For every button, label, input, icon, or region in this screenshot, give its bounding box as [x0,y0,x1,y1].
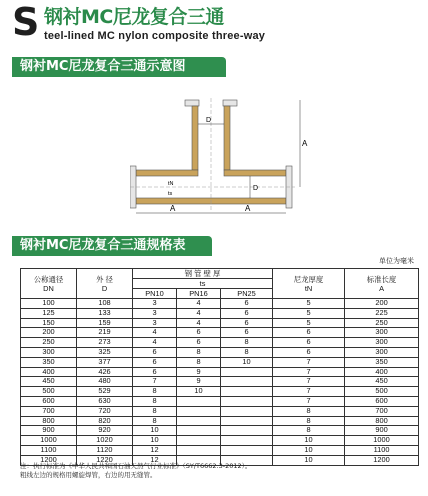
table-cell: 480 [77,377,133,387]
header-pn16: PN16 [177,289,221,299]
table-row [21,426,419,436]
table-cell: 133 [77,308,133,318]
table-cell: 108 [77,299,133,309]
table-cell: 225 [345,308,419,318]
table-cell: 7 [273,387,345,397]
table-cell: 8 [133,416,177,426]
table-cell: 900 [345,426,419,436]
table-cell: 6 [273,338,345,348]
table-cell: 1000 [21,436,77,446]
section-bar-spec [12,236,212,256]
table-cell: 4 [177,308,221,318]
table-cell: 250 [345,318,419,328]
table-cell: 8 [221,347,273,357]
section-title-spec: 钢衬MC尼龙复合三通规格表 [20,238,186,253]
table-cell: 1100 [345,445,419,455]
table-cell: 377 [77,357,133,367]
table-cell: 150 [21,318,77,328]
table-row [21,406,419,416]
table-cell: 10 [221,357,273,367]
table-cell [221,445,273,455]
table-cell: 8 [133,387,177,397]
table-cell: 3 [133,299,177,309]
table-cell: 600 [345,396,419,406]
table-cell: 400 [21,367,77,377]
notes [20,462,251,480]
table-cell: 700 [21,406,77,416]
table-row [21,318,419,328]
header-dn: 公称通径 DN [21,269,77,299]
table-cell: 7 [273,357,345,367]
header-tn: 尼龙厚度 tN [273,269,345,299]
table-cell [177,436,221,446]
unit-note: 单位为毫米 [379,257,414,265]
table-row [21,387,419,397]
table-cell: 10 [273,445,345,455]
header-length: 标准长度 A [345,269,419,299]
dim-a-bottom-right: A [245,204,251,213]
table-cell [221,436,273,446]
table-cell: 12 [133,445,177,455]
table-cell: 6 [273,328,345,338]
table-cell [221,406,273,416]
table-cell: 800 [345,416,419,426]
table-cell: 6 [177,328,221,338]
table-cell: 350 [345,357,419,367]
table-cell: 600 [21,396,77,406]
table-cell: 820 [77,416,133,426]
table-cell [177,406,221,416]
table-cell: 10 [133,436,177,446]
table-cell: 6 [221,318,273,328]
table-cell: 200 [21,328,77,338]
table-cell: 300 [345,328,419,338]
header-od: 外 径 D [77,269,133,299]
table-cell: 6 [177,338,221,348]
table-cell: 10 [133,426,177,436]
section-title-diagram: 钢衬MC尼龙复合三通示意图 [20,59,186,74]
table-cell: 9 [177,367,221,377]
table-cell: 450 [345,377,419,387]
table-cell: 800 [21,416,77,426]
table-cell: 500 [21,387,77,397]
table-cell: 100 [21,299,77,309]
table-row [21,396,419,406]
table-cell: 7 [273,396,345,406]
table-cell: 1020 [77,436,133,446]
table-cell: 4 [133,338,177,348]
table-cell [221,367,273,377]
header-wall-sub: ts [133,279,273,289]
table-row [21,436,419,446]
note-line-1: 注：执行标准为《中华人民共和国石油天然气行业标准》（SY/T6662.3-2012）。 [20,462,252,470]
table-cell: 6 [221,328,273,338]
header-pn25: PN25 [221,289,273,299]
table-cell: 219 [77,328,133,338]
table-cell: 10 [177,387,221,397]
label-tn: tN [168,181,174,187]
table-cell: 8 [273,426,345,436]
table-cell: 529 [77,387,133,397]
table-cell: 7 [273,367,345,377]
table-cell: 1100 [21,445,77,455]
table-cell: 6 [133,357,177,367]
table-cell: 9 [177,377,221,387]
dim-d-run: D [253,185,259,192]
table-cell: 400 [345,367,419,377]
table-cell: 1220 [77,455,133,465]
table-cell: 159 [77,318,133,328]
table-cell: 8 [133,396,177,406]
table-cell: 8 [177,357,221,367]
table-cell: 125 [21,308,77,318]
table-cell [221,396,273,406]
table-row [21,328,419,338]
table-cell: 1000 [345,436,419,446]
table-cell: 720 [77,406,133,416]
note-line-2: 粗线左边的规格用螺旋焊管，右边的用无缝管。 [20,471,157,479]
table-row [21,445,419,455]
page-title: 钢衬MC尼龙复合三通 [44,6,224,28]
table-cell: 426 [77,367,133,377]
table-cell [221,377,273,387]
table-cell: 7 [133,377,177,387]
table-cell [177,416,221,426]
header-wall: 钢 管 壁 厚 [133,269,273,279]
section-bar-diagram [12,57,226,77]
label-ts: ts [168,191,173,197]
table-row [21,416,419,426]
table-cell: 300 [345,338,419,348]
table-cell: 350 [21,357,77,367]
table-cell: 325 [77,347,133,357]
table-cell: 1200 [21,455,77,465]
table-cell: 920 [77,426,133,436]
header-pn10: PN10 [133,289,177,299]
table-cell: 273 [77,338,133,348]
table-cell [177,445,221,455]
table-cell: 8 [221,338,273,348]
table-cell: 5 [273,318,345,328]
header-letter: S [12,0,40,44]
table-cell: 300 [345,347,419,357]
table-cell: 8 [273,416,345,426]
table-cell: 6 [221,308,273,318]
table-row [21,338,419,348]
table-cell: 1200 [345,455,419,465]
table-cell: 6 [221,299,273,309]
table-cell: 4 [133,328,177,338]
table-cell: 4 [177,318,221,328]
page-subtitle: teel-lined MC nylon composite three-way [44,30,266,42]
dim-a-bottom-left: A [170,204,176,213]
table-cell: 250 [21,338,77,348]
table-cell: 5 [273,299,345,309]
diagram-pipe [130,98,300,213]
table-cell: 6 [273,347,345,357]
table-cell [177,426,221,436]
table-cell: 200 [345,299,419,309]
table-cell: 10 [273,455,345,465]
dim-a-right: A [302,139,308,148]
table-cell: 4 [177,299,221,309]
table-cell: 7 [273,377,345,387]
table-cell [221,426,273,436]
table-row [21,377,419,387]
table-cell: 900 [21,426,77,436]
table-row [21,299,419,309]
table-cell: 300 [21,347,77,357]
table-cell [221,416,273,426]
table-row [21,367,419,377]
spec-table-body [21,299,419,466]
table-cell [177,396,221,406]
spec-table [20,268,419,466]
table-cell: 12 [133,455,177,465]
header [0,0,428,52]
tee-diagram [130,98,330,218]
table-cell: 1120 [77,445,133,455]
table-cell: 8 [133,406,177,416]
table-cell: 5 [273,308,345,318]
table-cell: 6 [133,367,177,377]
table-cell: 3 [133,318,177,328]
table-cell: 450 [21,377,77,387]
table-row [21,308,419,318]
table-cell: 700 [345,406,419,416]
table-row [21,357,419,367]
table-cell [221,387,273,397]
table-cell: 6 [133,347,177,357]
table-cell: 500 [345,387,419,397]
table-cell: 8 [273,406,345,416]
table-cell: 630 [77,396,133,406]
table-cell: 3 [133,308,177,318]
dim-d-branch: D [206,117,212,124]
table-row [21,347,419,357]
table-cell: 8 [177,347,221,357]
table-cell: 10 [273,436,345,446]
